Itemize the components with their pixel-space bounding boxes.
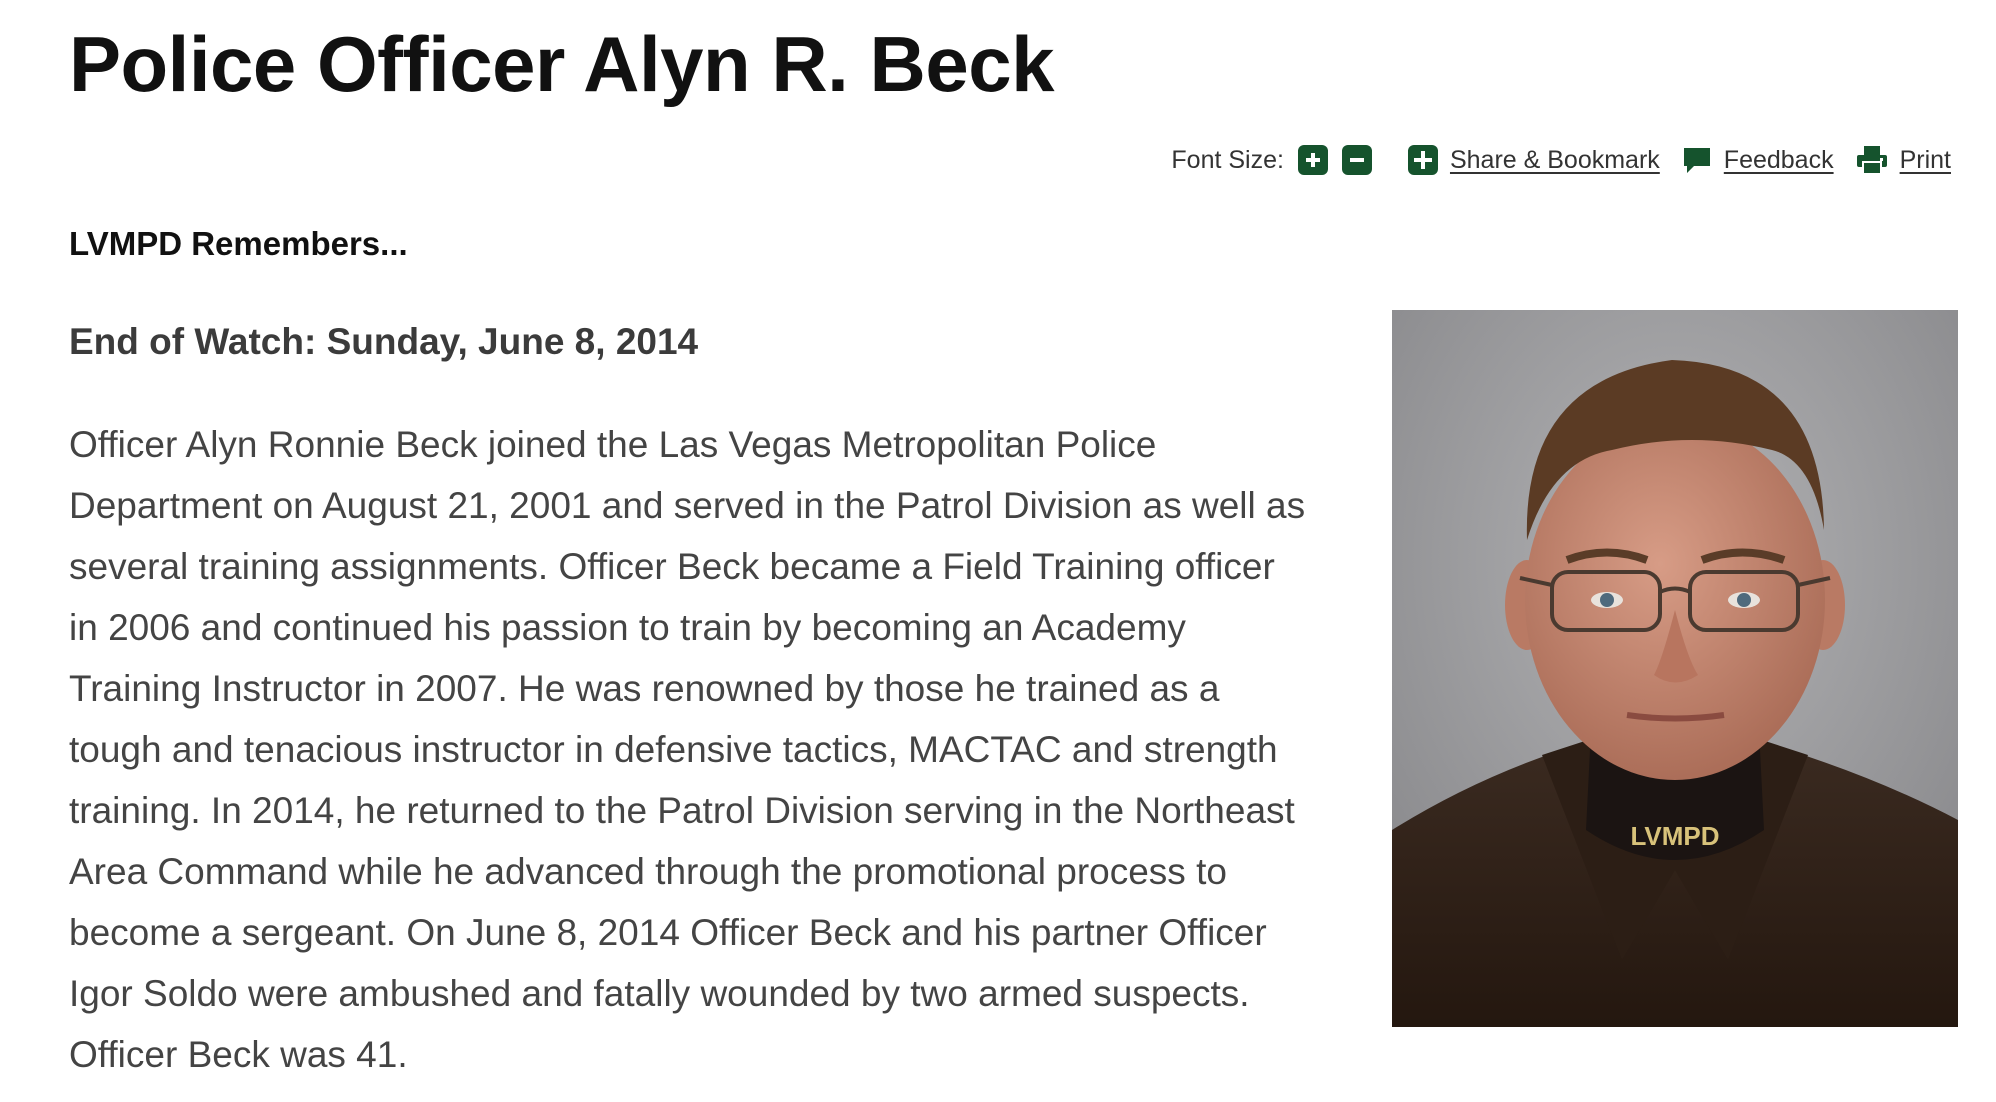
bio-line: Officer Alyn Ronnie Beck joined the Las Vegas Metropolitan Police (69, 424, 1157, 465)
bio-line: Igor Soldo were ambushed and fatally wounded by two armed suspects. (69, 973, 1250, 1014)
bio-line: in 2006 and continued his passion to train by becoming an Academy (69, 607, 1186, 648)
bio-line: Department on August 21, 2001 and served in the Patrol Division as well as (69, 485, 1306, 526)
plus-icon (1408, 145, 1438, 175)
bio-line: tough and tenacious instructor in defensive tactics, MACTAC and strength (69, 729, 1278, 770)
plus-icon (1304, 151, 1322, 169)
bio-line: several training assignments. Officer Beck became a Field Training officer (69, 546, 1275, 587)
memorial-heading: LVMPD Remembers... (69, 225, 408, 262)
print-link[interactable] (1856, 145, 1951, 175)
printer-icon (1856, 145, 1888, 175)
end-of-watch-date: End of Watch: Sunday, June 8, 2014 (69, 321, 699, 362)
feedback-link[interactable] (1682, 146, 1834, 175)
officer-biography (69, 414, 1369, 1085)
bio-line: become a sergeant. On June 8, 2014 Officer Beck and his partner Officer (69, 912, 1267, 953)
bio-line: Training Instructor in 2007. He was renowned by those he trained as a (69, 668, 1220, 709)
share-bookmark-link[interactable] (1408, 145, 1660, 175)
minus-icon (1348, 151, 1366, 169)
font-size-label: Font Size: (1171, 145, 1284, 174)
share-bookmark-label: Share & Bookmark (1449, 145, 1660, 174)
officer-portrait-photo (1392, 310, 1958, 1027)
page-toolbar (1171, 140, 1951, 180)
font-size-decrease-button[interactable] (1342, 145, 1372, 175)
bio-line: training. In 2014, he returned to the Patrol Division serving in the Northeast (69, 790, 1295, 831)
bio-line: Area Command while he advanced through the promotional process to (69, 851, 1227, 892)
page-title: Police Officer Alyn R. Beck (69, 20, 1054, 108)
feedback-label: Feedback (1723, 145, 1834, 174)
speech-bubble-icon (1682, 146, 1712, 174)
photo-badge-text: LVMPD (1630, 821, 1720, 851)
print-label: Print (1899, 145, 1951, 174)
font-size-increase-button[interactable] (1298, 145, 1328, 175)
bio-line: Officer Beck was 41. (69, 1034, 408, 1075)
